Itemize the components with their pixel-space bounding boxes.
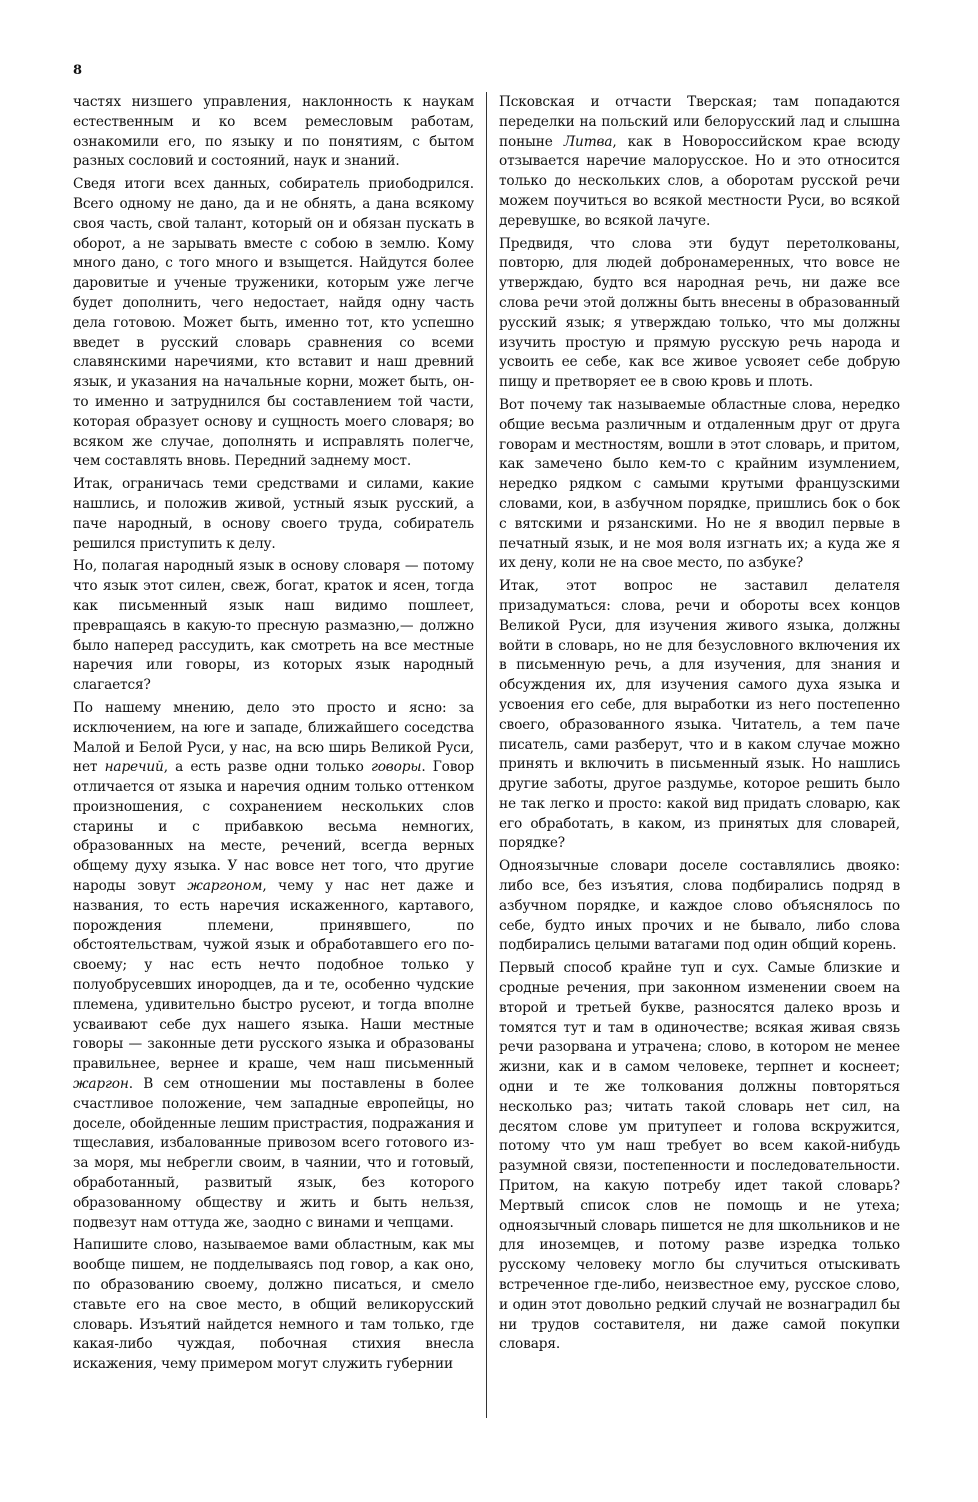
paragraph: Сведя итоги всех данных, собиратель приободрился. Всего одному не дано, да и не обнять, а дана всякому своя часть, свой талант, который он и обязан пускать в оборот, а не зарывать вместе с собою в землю. Кому много дано, с того много и взыщется. Найдутся более даровитые и ученые труженики, которым уже легче будет дополнить, чего недостает, найдя одну часть дела готовою. Может быть, именно тот, кто успешно введет в русский словарь сравнения со всеми славянскими наречиями, кто вставит и наш древний язык, и указания на начальные корни, может быть, он-то именно и затруднился бы составлением той части, которая образует основу и сущность моего словаря; во всяком же случае, дополнять и исправлять полегче, чем составлять вновь. Передний заднему мост. [73, 176, 474, 470]
page-number: 8 [73, 63, 83, 78]
paragraph: Итак, ограничась теми средствами и силами, какие нашлись, и положив живой, устный язык русский, а паче народный, в основу своего труда, собиратель решился приступить к делу. [73, 476, 474, 552]
italic-term: Литва [563, 133, 613, 150]
paragraph: частях низшего управления, наклонность к наукам естественным и ко всем ремесловым работам, ознакомили его, по языку и по понятиям, с бытом разных сословий и состояний, наук и знаний. [73, 94, 474, 170]
text-run: , как в Новороссийском крае всюду отзывается наречие малорусское. Но и это относится только до нескольких слов, а оборотам русской речи можем поучиться во всякой местности Руси, во всякой деревушке, во всякой лачуге. [499, 133, 900, 229]
paragraph [73, 699, 474, 1234]
text-run: Псковская и отчасти Тверская; там попадаются переделки на польский или белорусский лад и слышна поныне [499, 94, 900, 150]
paragraph: Итак, этот вопрос не заставил делателя призадуматься: слова, речи и обороты всех концов Великой Руси, для изучения живого языка, должны войти в словарь, но не для безусловного включения их в письменную речь, а для изучения, для знания и обсуждения их, для изучения самого духа языка и усвоения его себе, для выработки из него постепенно своего, образованного языка. Читатель, а тем паче писатель, сами разберут, что и в каком случае можно принять и включить в письменный язык. Но нашлись другие заботы, другое раздумье, которое решить было не так легко и просто: какой вид придать словарю, как его обработать, в каком, из принятых для словарей, порядке? [499, 578, 900, 852]
paragraph: Первый способ крайне туп и сух. Самые близкие и сродные речения, при законном изменении своем на второй и третьей букве, разносятся далеко врозь и томятся тут и там в одиночестве; всякая живая связь речи разорвана и утрачена; слово, в котором не менее жизни, как и в самом человеке, терпнет и коснеет; одни и те же толкования должны повторяться несколько раз; читать такой словарь нет сил, на десятом слове ум притупеет и голова вскружится, потому что ум наш требует во всем какой-нибудь разумной связи, постепенности и последовательности. Притом, на какую потребу идет такой словарь? Мертвый список слов не помощь и не утеха; одноязычный словарь пишется не для школьников и не для иноземцев, и потому разве изредка только русскому человеку могло бы случиться отыскивать встреченное где-либо, неизвестное ему, русское слово, и один этот довольно редкий случай не вознаградил бы ни трудов составителя, ни даже самой покупки словаря. [499, 960, 900, 1353]
column-divider [486, 92, 487, 1418]
right-column [499, 93, 900, 1358]
paragraph [499, 93, 900, 232]
paragraph: Предвидя, что слова эти будут перетолкованы, повторю, для людей добронамеренных, что вовсе не утверждаю, будто вся народная речь, ни даже все слова речи этой должны быть внесены в образованный русский язык; я утверждаю только, что мы должны изучить простую и прямую русскую речь народа и усвоить ее себе, как все живое усвояет себе добрую пищу и претворяет ее в свою кровь и плоть. [499, 235, 900, 391]
paragraph: Одноязычные словари доселе составлялись двояко: либо все, без изъятия, слова подбирались подряд в азбучном порядке, и каждое слово объяснялось по себе, будто иных прочих и не бывало, либо слова подбирались целыми ватагами под один общий корень. [499, 858, 900, 954]
paragraph: Но, полагая народный язык в основу словаря — потому что язык этот силен, свеж, богат, краток и ясен, тогда как письменный язык наш видимо пошлеет, превращаясь в какую-то пресную размазню,— должно было наперед рассудить, как смотреть на все местные наречия или говоры, из которых язык народный слагается? [73, 558, 474, 694]
text-run: По нашему мнению, дело это просто и ясно: за исключением, на юге и западе, ближайшего соседства Малой и Белой Руси, у нас, на всю ширь Великой Руси, нет [73, 699, 474, 776]
text-run: . В сем отношении мы поставлены в более счастливое положение, чем западные европейцы, но доселе, обойденные лешим пристрастия, подражания и тщеславия, избалованные привозом всего готового из-за моря, мы небрегли своим, в чаянии, что и готовый, обработанный, развитый язык, без которого образованному обществу и жить и быть нельзя, подвезут нам оттуда же, заодно с винами и чепцами. [73, 1076, 474, 1231]
text-run: , а есть разве одни только [163, 759, 371, 776]
italic-term: наречий [104, 759, 164, 776]
left-column [73, 93, 474, 1378]
text-run: , чему у нас нет даже и названия, то есть наречия искаженного, картавого, порождения племени, принявшего, по обстоятельствам, чужой язык и обработавшего его по-своему; у нас есть нечто подобное только у полуобрусевших инородцев, да и те, особенно чудские племена, удивительно быстро русеют, и тогда вполне усваивают себе дух нашего языка. Наши местные говоры — законные дети русского языка и образованы правильнее, вернее и краше, чем наш письменный [73, 878, 474, 1073]
italic-term: говоры [370, 759, 422, 776]
paragraph: Напишите слово, называемое вами областным, как мы вообще пишем, не подделываясь под говор, а как оно, по образованию своему, должно писаться, и смело ставьте его на свое место, в общий великорусский словарь. Изъятий найдется немного и там только, где какая-либо чуждая, побочная стихия внесла искажения, чему примером могут служить губернии [73, 1237, 474, 1373]
italic-term: жаргоном [187, 878, 263, 895]
paragraph: Вот почему так называемые областные слова, нередко общие весьма различным и отдаленным друг от друга говорам и местностям, вошли в этот словарь, и притом, как замечено было кем-то с крайним изумлением, нередко рядком с самыми крутыми французскими словами, кои, в азбучном порядке, пришлись бок о бок с вятскими и рязанскими. Но не я вводил первые в печатный язык, и не моя воля изгнать их; а куда же я их дену, коли не на свое место, по азбуке? [499, 396, 900, 572]
italic-term: жаргон [73, 1076, 129, 1093]
text-run: . Говор отличается от языка и наречия одним только оттенком произношения, с сохранением нескольких слов старины и с прибавкою весьма немногих, образованных на месте, речений, всегда верных общему духу языка. У нас вовсе нет того, что другие народы зовут [73, 759, 474, 895]
